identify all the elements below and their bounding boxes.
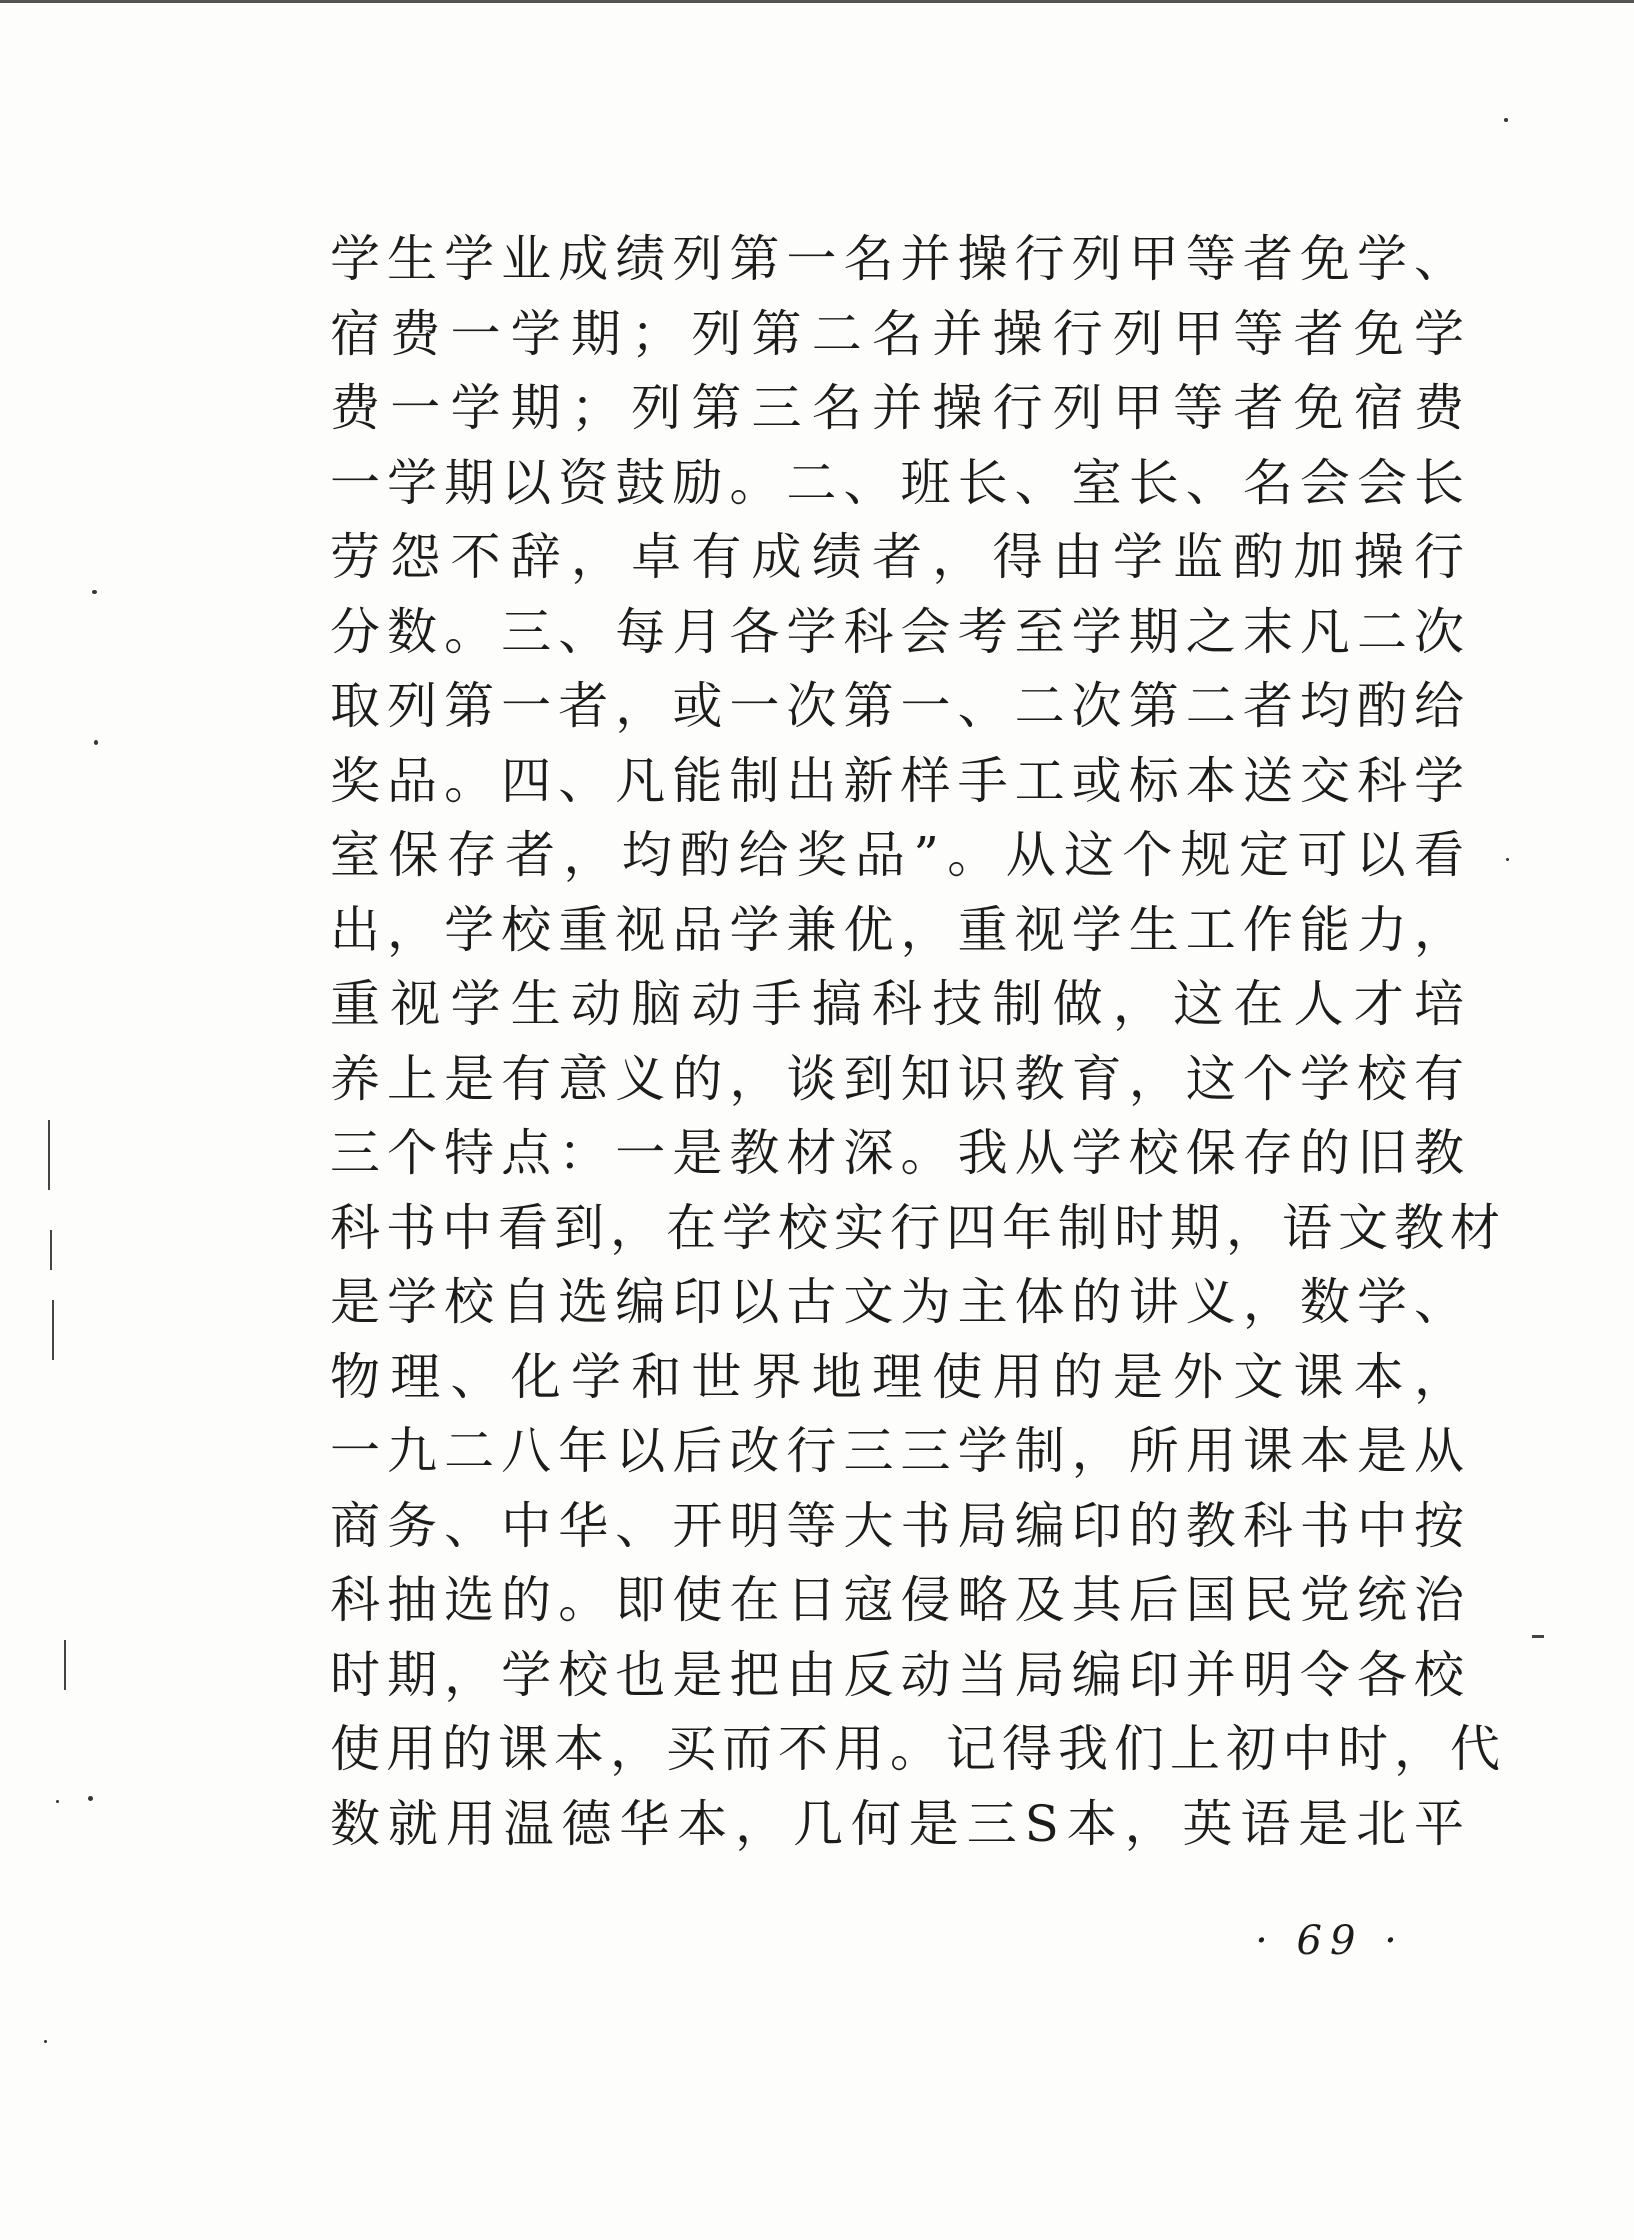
text-line-10: 出，学校重视品学兼优，重视学生工作能力，: [330, 900, 1470, 959]
text-line-1: 学生学业成绩列第一名并操行列甲等者免学、: [330, 230, 1470, 288]
scan-speck: [56, 1800, 59, 1803]
text-line-2: 宿费一学期；列第二名并操行列甲等者免学: [330, 304, 1470, 363]
scan-top-edge: [0, 0, 1634, 3]
text-line-18: 商务、中华、开明等大书局编印的教科书中按: [330, 1496, 1470, 1555]
text-line-8: 奖品。四、凡能制出新样手工或标本送交科学: [330, 751, 1470, 810]
text-line-21: 使用的课本，买而不用。记得我们上初中时，代: [330, 1720, 1506, 1778]
scan-speck: [1504, 118, 1508, 122]
body-text: [330, 222, 1506, 1861]
scan-mark: [1532, 1635, 1544, 1638]
text-line-14: 科书中看到，在学校实行四年制时期，语文教材: [330, 1198, 1506, 1257]
text-line-11: 重视学生动脑动手搞科技制做，这在人才培: [330, 975, 1470, 1033]
scan-speck: [1506, 858, 1509, 861]
scan-mark: [64, 1640, 66, 1690]
scan-mark: [50, 1230, 52, 1270]
text-line-4: 一学期以资鼓励。二、班长、室长、名会会长: [330, 453, 1470, 512]
text-line-17: 一九二八年以后改行三三学制，所用课本是从: [330, 1422, 1470, 1480]
text-line-6: 分数。三、每月各学科会考至学期之末凡二次: [330, 602, 1470, 661]
text-line-3: 费一学期；列第三名并操行列甲等者免宿费: [330, 379, 1470, 437]
text-line-13: 三个特点：一是教材深。我从学校保存的旧教: [330, 1124, 1470, 1182]
scan-mark: [48, 1120, 50, 1190]
page-number: · 69 ·: [1255, 1918, 1405, 1964]
text-line-20: 时期，学校也是把由反动当局编印并明令各校: [330, 1645, 1470, 1704]
text-line-15: 是学校自选编印以古文为主体的讲义，数学、: [330, 1273, 1470, 1331]
scan-speck: [44, 2040, 47, 2043]
text-line-22: 数就用温德华本，几何是三S本，英语是北平: [330, 1794, 1470, 1853]
scan-speck: [92, 590, 97, 594]
text-line-12: 养上是有意义的，谈到知识教育，这个学校有: [330, 1049, 1470, 1108]
text-line-9: 室保存者，均酌给奖品”。从这个规定可以看: [330, 826, 1470, 884]
scan-mark: [52, 1300, 54, 1360]
text-line-5: 劳怨不辞，卓有成绩者，得由学监酌加操行: [330, 528, 1470, 586]
text-line-16: 物理、化学和世界地理使用的是外文课本，: [330, 1347, 1470, 1406]
text-line-7: 取列第一者，或一次第一、二次第二者均酌给: [330, 677, 1470, 735]
scan-speck: [88, 1796, 93, 1801]
text-line-19: 科抽选的。即使在日寇侵略及其后国民党统治: [330, 1571, 1470, 1629]
scan-speck: [94, 740, 98, 745]
